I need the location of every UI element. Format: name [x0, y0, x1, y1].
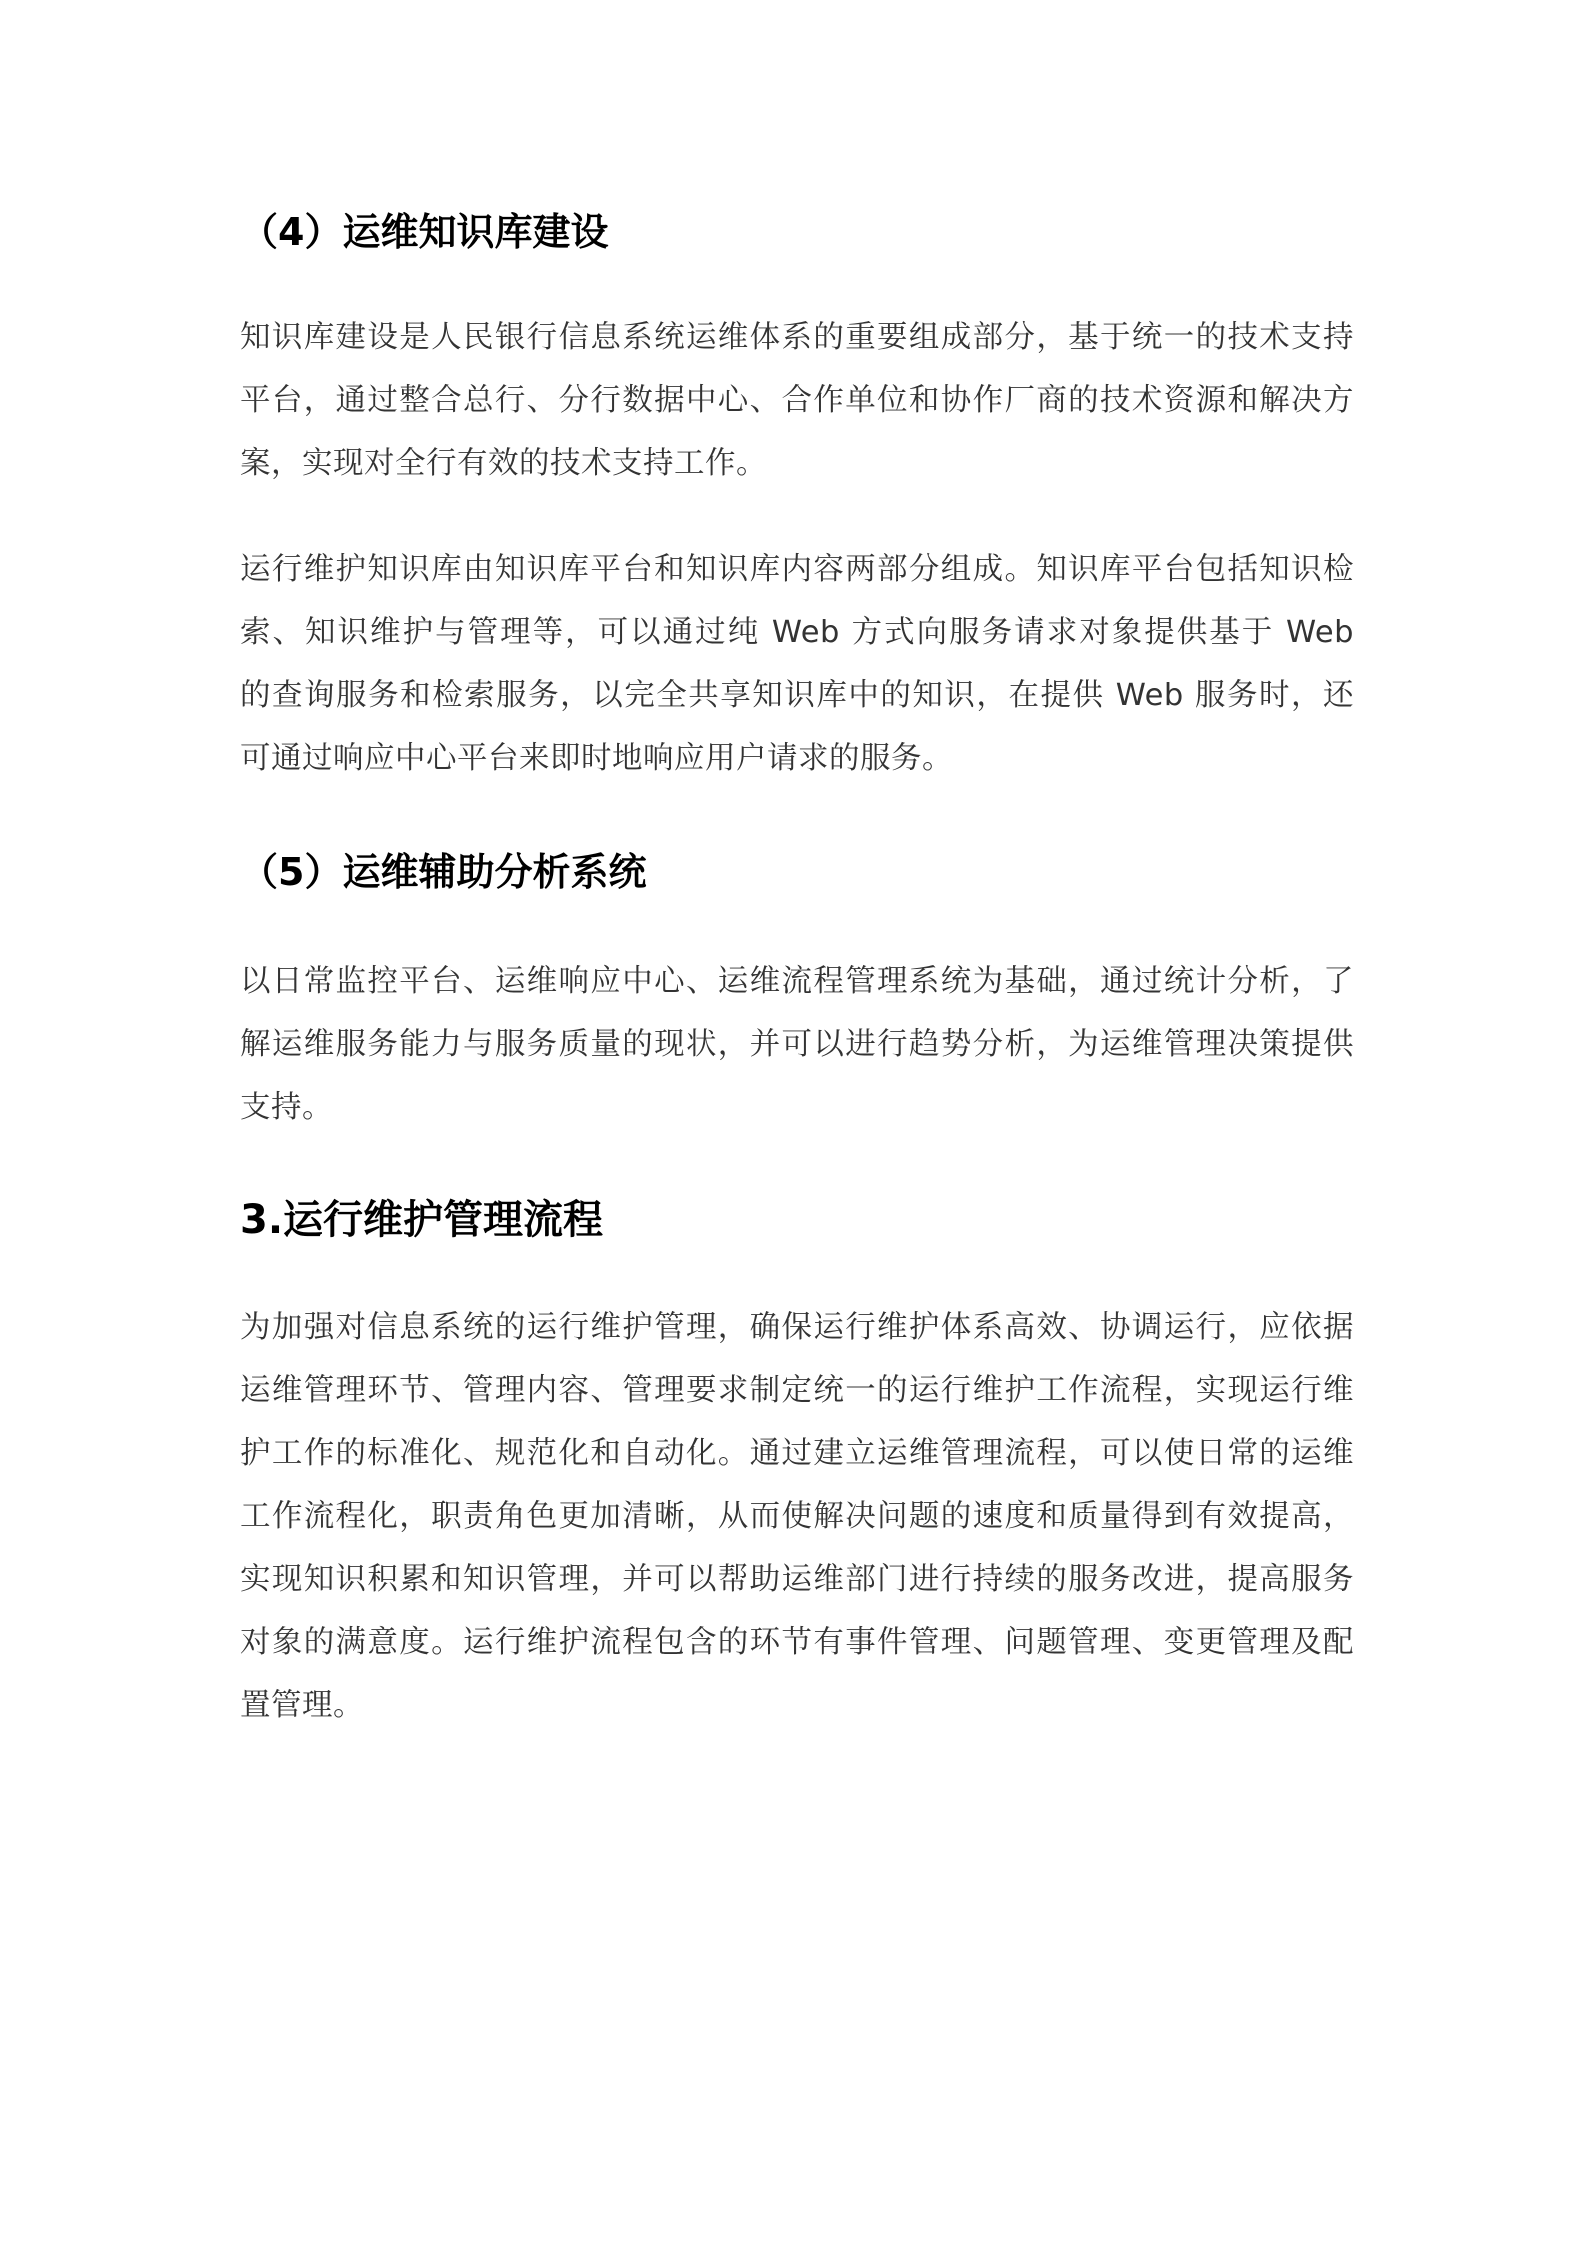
text-line: 索、知识维护与管理等，可以通过纯 Web 方式向服务请求对象提供基于 Web: [240, 615, 1354, 650]
text-line: 的查询服务和检索服务，以完全共享知识库中的知识，在提供 Web 服务时，还: [240, 678, 1354, 713]
text-line: 支持。: [240, 1090, 333, 1125]
text-line: 置管理。: [240, 1688, 364, 1723]
text-line: 可通过响应中心平台来即时地响应用户请求的服务。: [240, 741, 953, 776]
text-line: 运行维护知识库由知识库平台和知识库内容两部分组成。知识库平台包括知识检: [240, 552, 1354, 587]
paragraph: [240, 538, 1354, 790]
text-line: 对象的满意度。运行维护流程包含的环节有事件管理、问题管理、变更管理及配: [240, 1625, 1354, 1660]
paragraph: [240, 1296, 1354, 1737]
text-line: 案，实现对全行有效的技术支持工作。: [240, 446, 767, 481]
section-heading-knowledge-base: （4）运维知识库建设: [240, 210, 609, 254]
text-line: 护工作的标准化、规范化和自动化。通过建立运维管理流程，可以使日常的运维: [240, 1436, 1354, 1471]
section-heading-maintenance-process: 3.运行维护管理流程: [240, 1197, 604, 1243]
text-line: 为加强对信息系统的运行维护管理，确保运行维护体系高效、协调运行，应依据: [240, 1310, 1354, 1345]
text-line: 以日常监控平台、运维响应中心、运维流程管理系统为基础，通过统计分析，了: [240, 964, 1354, 999]
text-line: 实现知识积累和知识管理，并可以帮助运维部门进行持续的服务改进，提高服务: [240, 1562, 1354, 1597]
text-line: 平台，通过整合总行、分行数据中心、合作单位和协作厂商的技术资源和解决方: [240, 383, 1354, 418]
section-heading-analysis-system: （5）运维辅助分析系统: [240, 850, 647, 894]
text-line: 运维管理环节、管理内容、管理要求制定统一的运行维护工作流程，实现运行维: [240, 1373, 1354, 1408]
paragraph: [240, 950, 1354, 1139]
text-line: 工作流程化，职责角色更加清晰，从而使解决问题的速度和质量得到有效提高，: [240, 1499, 1354, 1534]
text-line: 知识库建设是人民银行信息系统运维体系的重要组成部分，基于统一的技术支持: [240, 320, 1354, 355]
text-line: 解运维服务能力与服务质量的现状，并可以进行趋势分析，为运维管理决策提供: [240, 1027, 1354, 1062]
paragraph: [240, 306, 1354, 495]
